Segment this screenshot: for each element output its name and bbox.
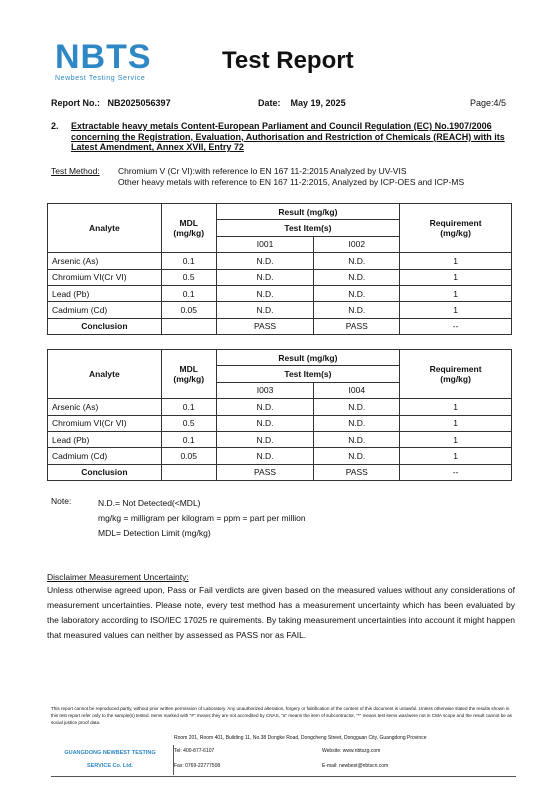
footer-tel: Tel: 400-877-6107	[174, 748, 215, 754]
mdl-header: MDL (mg/kg)	[161, 350, 216, 399]
test-method-line: Other heavy metals with reference to EN 167 11-2:2015, Analyzed by ICP-OES and ICP-MS	[118, 177, 465, 187]
table-row: Arsenic (As) 0.1 N.D. N.D. 1	[48, 253, 512, 269]
note-line: N.D.= Not Detected(<MDL)	[98, 498, 201, 508]
disclaimer	[47, 571, 515, 643]
footer-rule	[51, 776, 516, 777]
report-date	[258, 98, 346, 108]
report-title: Test Report	[222, 47, 354, 74]
mdl-header: MDL (mg/kg)	[161, 204, 216, 253]
table-row: Arsenic (As) 0.1 N.D. N.D. 1	[48, 399, 512, 415]
footer-address: Room 201, Room 401, Building 11, No.38 Dongke Road, Dongcheng Street, Dongguan City, Guangdong Province	[174, 735, 427, 741]
requirement-header: Requirement (mg/kg)	[400, 350, 512, 399]
report-number-value: NB2025056397	[107, 98, 171, 108]
company-logo	[55, 40, 165, 84]
footer-fine-print: This report cannot be reproduced partly, without prior written permission of Laboratory. Any unauthorized alteration, forgery or falsification of the content of this document is unlawful. Unless otherwise stated the results shown in this test report refer only to the sample(s) tested. Items marked with "#" means they are not accredited by CNAS, "a" means the item of subcontractor, "*" means test items was/were not in CMA scope and the result cannot be as social justice proof data.	[51, 706, 512, 725]
section-number: 2.	[51, 121, 59, 131]
test-method	[51, 166, 464, 188]
disclaimer-body: Unless otherwise agreed upon, Pass or Fail verdicts are given based on the measured values without any considerations of measurement uncertainties. Please note, every test method has a measurement uncertainty which has been evaluated by the laboratory according to ISO/IEC 17025 re quirements. By taking measurement uncertainties into account it might happen that measured values can neither by assessed as PASS nor as FAIL.	[47, 585, 515, 640]
test-items-header: Test Item(s)	[216, 366, 399, 382]
test-item-id: I001	[216, 236, 314, 252]
report-date-label: Date:	[258, 98, 281, 108]
note-line: mg/kg = milligram per kilogram = ppm = part per million	[98, 513, 306, 523]
table-row: Chromium VI(Cr VI) 0.5 N.D. N.D. 1	[48, 415, 512, 431]
analyte-header: Analyte	[48, 350, 162, 399]
section-heading	[51, 121, 526, 153]
report-date-value: May 19, 2025	[290, 98, 346, 108]
test-item-id: I002	[314, 236, 400, 252]
section-title: Extractable heavy metals Content-European Parliament and Council Regulation (EC) No.1907/2006 concerning the Registration, Evaluation, Authorisation and Restriction of Chemicals (REACH) with its Latest Amendment, Annex XVII, Entry 72	[71, 121, 505, 152]
conclusion-row: Conclusion PASS PASS --	[48, 318, 512, 334]
test-method-line: Chromium V (Cr VI):with reference lo EN 167 11-2:2015 Analyzed by UV-VIS	[118, 166, 407, 176]
result-header: Result (mg/kg)	[216, 204, 399, 220]
report-number-label: Report No.:	[51, 98, 100, 108]
table-row: Chromium VI(Cr VI) 0.5 N.D. N.D. 1	[48, 269, 512, 285]
requirement-header: Requirement (mg/kg)	[400, 204, 512, 253]
footer-website: Website: www.nbtszg.com	[322, 748, 381, 754]
page-number: Page:4/5	[470, 98, 507, 108]
analyte-header: Analyte	[48, 204, 162, 253]
table-row: Cadmium (Cd) 0.05 N.D. N.D. 1	[48, 448, 512, 464]
footer-fax: Fax: 0769-22777508	[174, 763, 221, 769]
logo-wordmark: NBTS	[55, 38, 152, 76]
report-number	[51, 98, 171, 108]
disclaimer-title: Disclaimer Measurement Uncertainty:	[47, 572, 189, 582]
logo-tagline: Newbest Testing Service	[55, 75, 146, 82]
note-line: MDL= Detection Limit (mg/kg)	[98, 528, 211, 538]
table-row: Cadmium (Cd) 0.05 N.D. N.D. 1	[48, 302, 512, 318]
table-row: Lead (Pb) 0.1 N.D. N.D. 1	[48, 431, 512, 447]
results-table-2	[47, 349, 512, 481]
test-item-id: I004	[314, 382, 400, 398]
test-items-header: Test Item(s)	[216, 220, 399, 236]
result-header: Result (mg/kg)	[216, 350, 399, 366]
conclusion-row: Conclusion PASS PASS --	[48, 464, 512, 480]
test-method-label: Test Method:	[51, 166, 100, 176]
table-row: Lead (Pb) 0.1 N.D. N.D. 1	[48, 285, 512, 301]
test-item-id: I003	[216, 382, 314, 398]
note-label: Note:	[51, 496, 72, 506]
footer-email: E-mail: newbest@nbtscn.com	[322, 763, 389, 769]
footer	[51, 735, 516, 775]
footer-company: GUANGDONG NEWBEST TESTING SERVICE Co. Ltd.	[64, 750, 156, 769]
results-table-1	[47, 203, 512, 335]
